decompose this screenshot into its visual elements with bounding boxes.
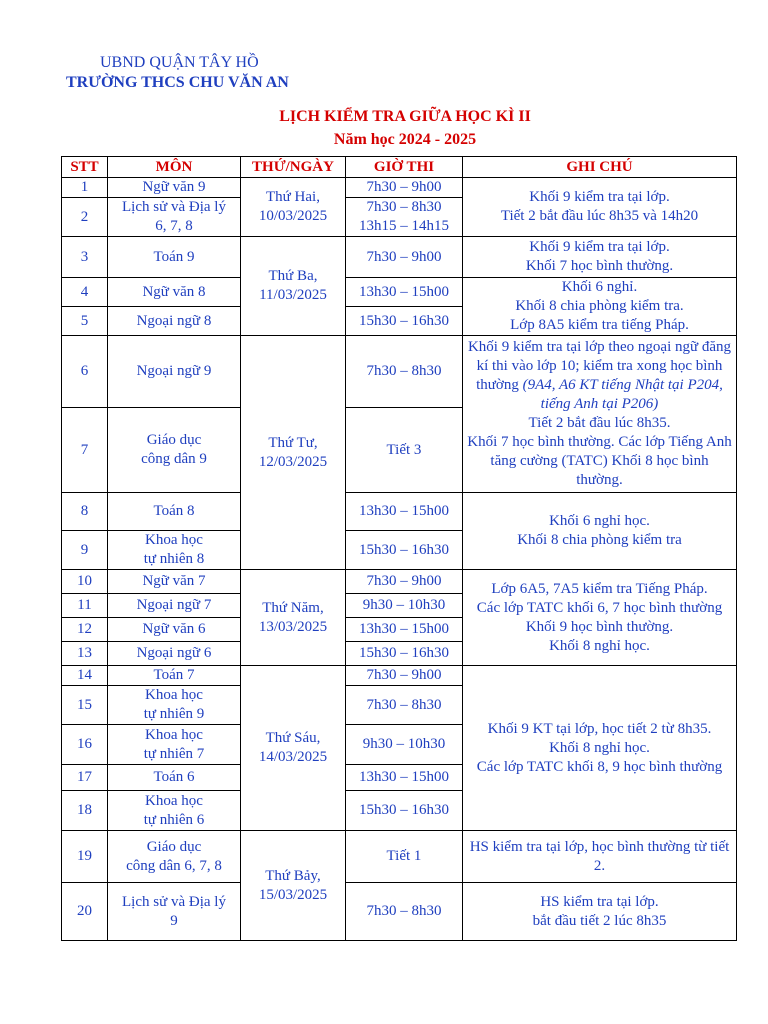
subject-cell: Ngoại ngữ 6 xyxy=(108,642,241,666)
note-cell: Khối 9 kiểm tra tại lớp. Khối 7 học bình thường. xyxy=(463,237,737,278)
note-cell: Khối 6 nghỉ. Khối 8 chia phòng kiểm tra. Lớp 8A5 kiểm tra tiếng Pháp. xyxy=(463,278,737,336)
time-cell: 7h30 – 9h00 xyxy=(346,237,463,278)
time-cell: 7h30 – 9h00 xyxy=(346,666,463,686)
note-text: Khối 9 kiểm tra tại lớp theo ngoại ngữ đăng kí thi vào lớp 10; kiểm tra xong học bình thường xyxy=(467,339,732,393)
time-cell: 15h30 – 16h30 xyxy=(346,307,463,336)
exam-schedule-table xyxy=(61,156,737,941)
time-cell: 7h30 – 8h30 xyxy=(346,686,463,725)
stt-cell: 6 xyxy=(62,336,108,408)
stt-cell: 17 xyxy=(62,765,108,791)
subject-cell: Lịch sử và Địa lý 6, 7, 8 xyxy=(108,198,241,237)
note-cell xyxy=(463,336,737,493)
table-row xyxy=(62,178,737,198)
school-name: TRƯỜNG THCS CHU VĂN AN xyxy=(66,74,289,91)
subject-cell: Toán 9 xyxy=(108,237,241,278)
subject-cell: Ngoại ngữ 7 xyxy=(108,594,241,618)
stt-cell: 16 xyxy=(62,725,108,765)
time-cell: 9h30 – 10h30 xyxy=(346,594,463,618)
subject-cell: Khoa học tự nhiên 7 xyxy=(108,725,241,765)
day-cell: Thứ Bảy, 15/03/2025 xyxy=(241,831,346,941)
stt-cell: 3 xyxy=(62,237,108,278)
subject-cell: Khoa học tự nhiên 6 xyxy=(108,791,241,831)
table-row xyxy=(62,493,737,531)
stt-cell: 12 xyxy=(62,618,108,642)
header-note: GHI CHÚ xyxy=(463,157,737,178)
stt-cell: 11 xyxy=(62,594,108,618)
table-row xyxy=(62,278,737,307)
subject-cell: Ngoại ngữ 8 xyxy=(108,307,241,336)
subject-cell: Giáo dục công dân 6, 7, 8 xyxy=(108,831,241,883)
day-cell: Thứ Sáu, 14/03/2025 xyxy=(241,666,346,831)
time-cell: Tiết 1 xyxy=(346,831,463,883)
subject-cell: Ngoại ngữ 9 xyxy=(108,336,241,408)
time-cell: 7h30 – 8h30 xyxy=(346,336,463,408)
table-row xyxy=(62,831,737,883)
stt-cell: 7 xyxy=(62,408,108,493)
stt-cell: 2 xyxy=(62,198,108,237)
note-cell: Lớp 6A5, 7A5 kiểm tra Tiếng Pháp. Các lớp TATC khối 6, 7 học bình thường Khối 9 học bình thường. Khối 8 nghỉ học. xyxy=(463,570,737,666)
note-italic-text: (9A4, A6 KT tiếng Nhật tại P204, tiếng Anh tại P206) xyxy=(522,377,723,412)
time-cell: 9h30 – 10h30 xyxy=(346,725,463,765)
table-row xyxy=(62,666,737,686)
day-cell: Thứ Tư, 12/03/2025 xyxy=(241,336,346,570)
note-cell: HS kiểm tra tại lớp. bắt đầu tiết 2 lúc 8h35 xyxy=(463,883,737,941)
note-cell: Khối 9 kiểm tra tại lớp. Tiết 2 bắt đầu lúc 8h35 và 14h20 xyxy=(463,178,737,237)
stt-cell: 14 xyxy=(62,666,108,686)
time-cell: 15h30 – 16h30 xyxy=(346,642,463,666)
subject-cell: Ngữ văn 8 xyxy=(108,278,241,307)
subject-cell: Toán 7 xyxy=(108,666,241,686)
stt-cell: 1 xyxy=(62,178,108,198)
subject-cell: Lịch sử và Địa lý 9 xyxy=(108,883,241,941)
document-title: LỊCH KIỂM TRA GIỮA HỌC KÌ II xyxy=(279,108,531,125)
header-subject: MÔN xyxy=(108,157,241,178)
time-cell: 13h30 – 15h00 xyxy=(346,765,463,791)
time-cell: 7h30 – 8h30 xyxy=(346,883,463,941)
time-cell: 7h30 – 8h30 13h15 – 14h15 xyxy=(346,198,463,237)
day-cell: Thứ Hai, 10/03/2025 xyxy=(241,178,346,237)
table-header-row xyxy=(62,157,737,178)
note-cell: Khối 9 KT tại lớp, học tiết 2 từ 8h35. Khối 8 nghỉ học. Các lớp TATC khối 8, 9 học bình thường xyxy=(463,666,737,831)
day-cell: Thứ Năm, 13/03/2025 xyxy=(241,570,346,666)
header-day: THỨ/NGÀY xyxy=(241,157,346,178)
stt-cell: 13 xyxy=(62,642,108,666)
stt-cell: 10 xyxy=(62,570,108,594)
school-year: Năm học 2024 - 2025 xyxy=(333,131,477,148)
subject-cell: Khoa học tự nhiên 8 xyxy=(108,531,241,570)
department-name: UBND QUẬN TÂY HỒ xyxy=(100,54,259,71)
subject-cell: Ngữ văn 7 xyxy=(108,570,241,594)
table-row xyxy=(62,336,737,408)
table-row xyxy=(62,570,737,594)
time-cell: 7h30 – 9h00 xyxy=(346,570,463,594)
stt-cell: 4 xyxy=(62,278,108,307)
stt-cell: 18 xyxy=(62,791,108,831)
note-text: Tiết 2 bắt đầu lúc 8h35. Khối 7 học bình thường. Các lớp Tiếng Anh tăng cường (TATC) Khối 8 học bình thường. xyxy=(467,415,732,488)
note-cell: Khối 6 nghỉ học. Khối 8 chia phòng kiểm tra xyxy=(463,493,737,570)
time-cell: 13h30 – 15h00 xyxy=(346,278,463,307)
stt-cell: 5 xyxy=(62,307,108,336)
subject-cell: Ngữ văn 9 xyxy=(108,178,241,198)
time-cell: 7h30 – 9h00 xyxy=(346,178,463,198)
time-cell: Tiết 3 xyxy=(346,408,463,493)
header-stt: STT xyxy=(62,157,108,178)
subject-cell: Ngữ văn 6 xyxy=(108,618,241,642)
stt-cell: 9 xyxy=(62,531,108,570)
subject-cell: Toán 8 xyxy=(108,493,241,531)
time-cell: 13h30 – 15h00 xyxy=(346,493,463,531)
time-cell: 15h30 – 16h30 xyxy=(346,791,463,831)
stt-cell: 19 xyxy=(62,831,108,883)
time-cell: 13h30 – 15h00 xyxy=(346,618,463,642)
stt-cell: 8 xyxy=(62,493,108,531)
table-row xyxy=(62,883,737,941)
day-cell: Thứ Ba, 11/03/2025 xyxy=(241,237,346,336)
time-cell: 15h30 – 16h30 xyxy=(346,531,463,570)
subject-cell: Toán 6 xyxy=(108,765,241,791)
note-cell: HS kiểm tra tại lớp, học bình thường từ tiết 2. xyxy=(463,831,737,883)
header-time: GIỜ THI xyxy=(346,157,463,178)
subject-cell: Khoa học tự nhiên 9 xyxy=(108,686,241,725)
stt-cell: 15 xyxy=(62,686,108,725)
table-row xyxy=(62,237,737,278)
stt-cell: 20 xyxy=(62,883,108,941)
subject-cell: Giáo dục công dân 9 xyxy=(108,408,241,493)
